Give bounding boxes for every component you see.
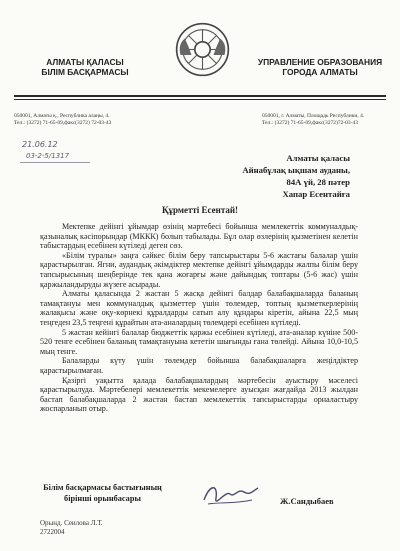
address-right bbox=[262, 113, 390, 127]
recipient-line4: Хапар Есентайға bbox=[282, 189, 350, 199]
executor-name: Орынд. Сеилова Л.Т. bbox=[40, 519, 103, 527]
recipient-line3: 84А үй, 28 пәтер bbox=[286, 177, 350, 187]
address-left-line1: 050001, Алматы қ., Республика алаңы, 4. bbox=[14, 113, 110, 119]
header-right bbox=[250, 57, 390, 77]
paragraph-2: «Білім туралы» заңға сәйкес білім беру тапсырыстары 5-6 жастағы балалар үшін қарастырылған. Ягни, аудандық әкімдіктер мектепке дейінгі ұйымдарды жалпы білім беру тапсырысының шеңберінде тек қана жоғарғы және дайындық топтары (5-6 жас) үшін қаржыландыруды жүзеге асырады. bbox=[40, 250, 358, 289]
handwritten-date: 21.06.12 bbox=[22, 140, 58, 149]
handwritten-signature-icon bbox=[200, 480, 260, 510]
handwritten-reference: 03-2-5/1317 bbox=[26, 152, 70, 160]
header-rule-thin bbox=[14, 99, 386, 100]
paragraph-4: 5 жастан кейінгі балалар бюджеттік қаржы есебінен күтіледі, ата-аналар күніне 500-520 тенге есебінен баланың тамақтануына кететін шығынды ғана төлейді. Айына 10,0-10,5 мың тенге. bbox=[40, 327, 358, 356]
address-right-line2: Тел.: (3272) 71-65-09,факс(3272)72-03-43 bbox=[262, 120, 358, 126]
address-left-line2: Тел.: (3272) 71-65-09,факс(3272) 72-03-43 bbox=[14, 120, 112, 126]
header-left-line2: БІЛІМ БАСҚАРМАСЫ bbox=[41, 67, 129, 77]
signatory-title bbox=[40, 482, 165, 504]
paragraph-3: Алматы қаласында 2 жастан 5 жасқа дейінгі балдар балабақшаларда баланың тамақтануы мен коммуналдық қызметтер үшін төлемдер, топтың қызметкерлерінің жалақысы және оқу-көрнекі құралдарды сатып алу құндары кіретін, айына 22,5 мың теңгеден 23,5 теңгені құрайтын ата-аналардың төлемдері есебінен күтіледі. bbox=[40, 289, 358, 327]
header-left-line1: АЛМАТЫ ҚАЛАСЫ bbox=[46, 57, 124, 67]
state-emblem-icon bbox=[175, 22, 230, 77]
paragraph-1: Мектепке дейінгі ұйымдар өзінің мәртебесі бойынша мемлекеттік коммуналдық-қазыналық кәсіпорындар (МККК) болып табылады. Бұл олар өзлерінің қызметінен келетін табыстардың есебінен күтіледі деген сөз. bbox=[40, 222, 358, 251]
executor-phone: 2722004 bbox=[40, 528, 65, 536]
signatory-title-line2: бірінші орынбасары bbox=[64, 494, 141, 503]
address-left bbox=[14, 113, 164, 127]
greeting: Құрметті Есентай! bbox=[161, 205, 239, 215]
header-right-line2: ГОРОДА АЛМАТЫ bbox=[282, 67, 358, 77]
recipient-line2: Айнабұлақ ықшам ауданы, bbox=[242, 165, 350, 175]
signatory-title-line1: Білім басқармасы бастығының bbox=[43, 483, 162, 492]
handwritten-underline bbox=[20, 162, 90, 163]
header-left bbox=[20, 57, 150, 77]
address-right-line1: 050001, г. Алматы, Площадь Республики, 4. bbox=[262, 113, 365, 119]
signatory-name: Ж.Сандыбаев bbox=[280, 496, 334, 506]
recipient-block bbox=[242, 152, 350, 200]
recipient-line1: Алматы қаласы bbox=[286, 153, 350, 163]
paragraph-6: Қазіргі уақытта қалада балабақшалардың мәртебесін ауыстыру мәселесі қарастырылуда. Мәртебелері мемлекеттік мекемелерге ауысқан жағдайда 2013 жылдан бастап балабақшаларда 2 жастан бастап мемлекеттік тапсырыстарды орналастыру жоспарланып отыр. bbox=[40, 375, 358, 414]
letter-body bbox=[40, 222, 358, 414]
executor-info bbox=[40, 519, 103, 537]
paragraph-5: Балаларды күту үшін төлемдер бойынша балабақшаларға жеңілдіктер қарастырылмаған. bbox=[40, 356, 358, 375]
header-rule-thick bbox=[14, 95, 386, 97]
header-right-line1: УПРАВЛЕНИЕ ОБРАЗОВАНИЯ bbox=[257, 57, 383, 67]
